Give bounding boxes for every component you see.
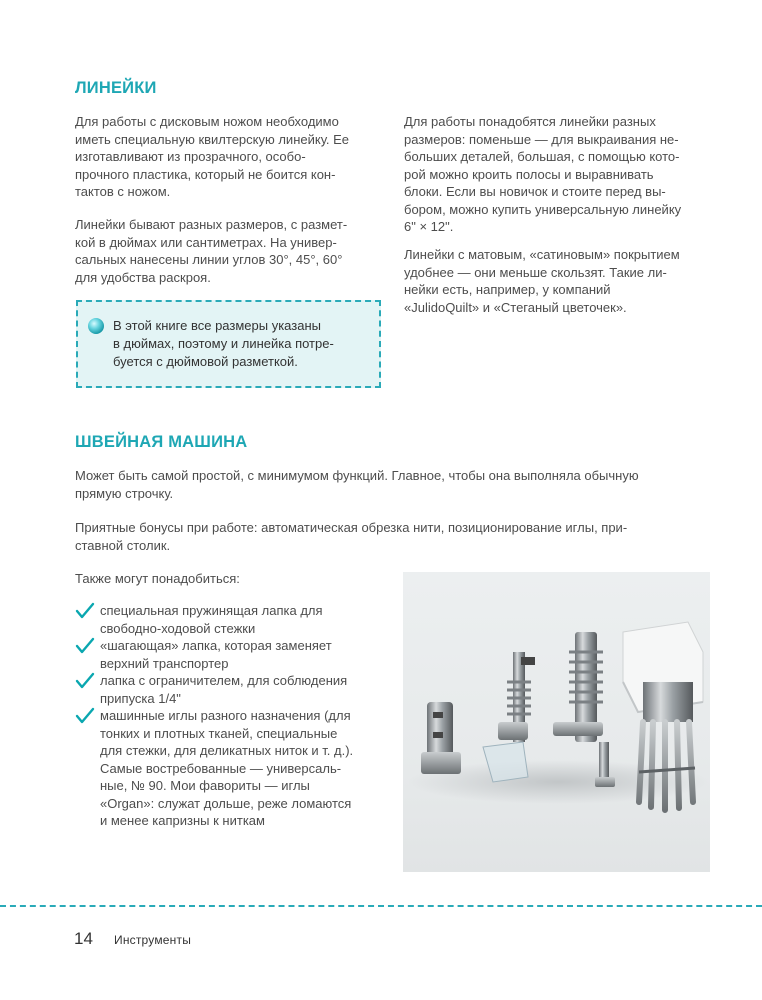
checklist-item [75,672,353,707]
text-line: Для работы с дисковым ножом необходимо [75,114,339,129]
rulers-paragraph-1 [75,113,349,201]
checkmark-icon [75,707,95,725]
checklist-item-line: тонких и плотных тканей, специальные [100,725,338,741]
text-line: Также могут понадобиться: [75,571,240,586]
machine-paragraph-1 [75,467,639,502]
text-line: блоки. Если вы новичок и стоите перед вы- [404,184,666,199]
checkmark-icon [75,602,95,620]
text-line: размеров: поменьше — для выкраивания не- [404,131,679,147]
checklist-item-line: «Organ»: служат дольше, реже ломаются [100,795,352,811]
presser-feet-photo [403,572,710,872]
text-line: буется с дюймовой разметкой. [113,354,298,369]
text-line: Линейки бывают разных размеров, с размет- [75,217,348,232]
checklist-item-line: Самые востребованные — универсаль- [100,760,342,776]
checklist-item-line: ные, № 90. Мои фавориты — иглы [100,778,310,793]
info-bullet-icon [88,318,104,334]
checklist-item-line: лапка с ограничителем, для соблюдения [100,673,348,688]
machine-paragraph-2 [75,519,627,554]
text-line: прямую строчку. [75,485,174,501]
machine-paragraph-3 [75,570,240,588]
checklist-item-line: машинные иглы разного назначения (для [100,708,351,723]
checklist-item-line: «шагающая» лапка, которая заменяет [100,638,332,653]
info-note-text [113,317,334,371]
section-title-sewing-machine: ШВЕЙНАЯ МАШИНА [75,433,248,451]
text-line: нейки есть, например, у компаний [404,282,611,297]
text-line: ставной столик. [75,537,171,553]
checkmark-icon [75,637,95,655]
checklist-item-line: и менее капризны к ниткам [100,813,265,828]
checkmark-icon [75,672,95,690]
text-line: бором, можно купить универсальную линейку [404,201,682,217]
presser-foot-1 [421,702,461,774]
rulers-paragraph-3 [404,113,681,236]
presser-feet-illustration [403,572,710,872]
text-line: «JulidoQuilt» и «Стеганый цветочек». [404,299,627,315]
checklist-item-line: для стежки, для деликатных ниток и т. д.). [100,743,354,758]
checklist-item-line: специальная пружинящая лапка для [100,603,323,618]
text-line: Может быть самой простой, с минимумом функций. Главное, чтобы она выполняла обычную [75,468,639,483]
section-title-rulers: ЛИНЕЙКИ [75,79,157,97]
accessories-checklist [75,602,353,830]
checklist-item-line: верхний транспортер [100,655,229,671]
checklist-item-line: припуска 1/4" [100,690,181,706]
text-line: иметь специальную квилтерскую линейку. Ее [75,131,350,147]
text-line: в дюймах, поэтому и линейка потре- [113,336,334,351]
text-line: Линейки с матовым, «сатиновым» покрытием [404,247,680,262]
text-line: Для работы понадобятся линейки разных [404,114,656,129]
text-line: больших деталей, большая, с помощью кото- [404,149,680,164]
page-number: 14 [74,929,93,948]
checklist-item [75,602,353,637]
checklist-item [75,707,353,830]
checklist-item-line: свободно-ходовой стежки [100,620,256,636]
footer-section-name: Инструменты [114,933,192,947]
text-line: В этой книге все размеры указаны [113,318,321,333]
text-line: прочного пластика, который не боится кон- [75,166,336,182]
footer-divider [0,905,762,907]
info-note-box [76,300,381,388]
text-line: изготавливают из прозрачного, особо- [75,149,306,164]
rulers-paragraph-4 [404,246,680,316]
text-line: удобнее — они меньше скользят. Такие ли- [404,264,667,280]
text-line: рой можно кроить полосы и выравнивать [404,166,654,182]
rulers-paragraph-2 [75,216,347,286]
text-line: кой в дюймах или сантиметрах. На универ- [75,234,337,250]
checklist-item [75,637,353,672]
text-line: для удобства раскроя. [75,269,211,285]
text-line: Приятные бонусы при работе: автоматическая обрезка нити, позиционирование иглы, при- [75,520,628,535]
text-line: сальных нанесены линии углов 30°, 45°, 60° [75,252,343,267]
text-line: тактов с ножом. [75,184,171,199]
text-line: 6" × 12". [404,219,454,234]
